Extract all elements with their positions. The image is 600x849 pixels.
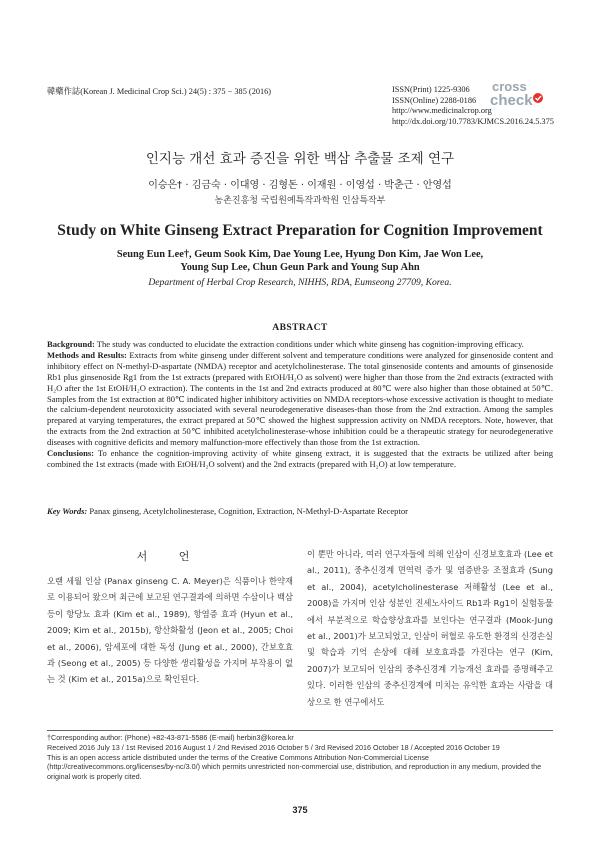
authors-line-2: Young Sup Lee, Chun Geun Park and Young Sup Ahn <box>180 261 420 273</box>
body-column-right: 이 뿐만 아니라, 여러 연구자들에 의해 인삼이 신경보호효과 (Lee et al., 2011), 중추신경계 면역력 증가 및 염증반응 조절효과 (Sung et al., 2004), acetylcholinesterase 저해활성 (Lee et al., 2008)을 가지며 인삼 성분인 진세노사이드 Rb1과 Rg1이 실험동물에서 부분적으로 학습향상효과를 보인다는 연구결과 (Mook-Jung et al., 2001)가 보고되었고, 인삼이 허혈로 유도한 환경의 신경손실 및 학습과 기억 손상에 대해 보호효과를 가진다는 연구 (Kim, 2007)가 보고되어 인삼의 중추신경계 기능개선 효과를 증명해주고 있다. 이러한 인삼의 중추신경계에 미치는 유익한 효과는 사람을 대상으로 한 연구에서도 <box>307 549 553 707</box>
english-title: Study on White Ginseng Extract Preparation for Cognition Improvement <box>57 222 543 239</box>
korean-affiliation: 농촌진흥청 국립원예특작과학원 인삼특작부 <box>214 196 386 206</box>
korean-authors: 이승은† · 김금숙 · 이대영 · 김형돈 · 이재원 · 이영섭 · 박춘근 · 안영섭 <box>148 180 452 191</box>
journal-url[interactable]: http://www.medicinalcrop.org <box>392 106 492 116</box>
issn-online: ISSN(Online) 2288-0186 <box>392 95 477 105</box>
doi-link[interactable]: http://dx.doi.org/10.7783/KJMCS.2016.24.5.375 <box>392 116 554 126</box>
korean-title: 인지능 개선 효과 증진을 위한 백삼 추출물 조제 연구 <box>145 151 455 167</box>
abstract-methods: Methods and Results: Extracts from white ginseng under different solvent and temperature conditions were analyzed for ginsenoside content and inhibitory effect on N-methyl-D-aspartate (NMDA) receptor and acetylcholinesterase. The total ginsenoside contents and amounts of ginsenoside Rb1 plus ginsenoside Rg1 from the 1st extracts (prepared with EtOH/H₂O as solvent) were higher than those from the 2nd extracts (extracted with H₂O after the 1st EtOH/H₂O extraction). The contents in the 1st and 2nd extracts produced at 80℃ were also higher than those obtained at 50℃. Samples from the 1st extraction at 80℃ indicated higher inhibitory activities on NMDA receptors-whose excessive activation is thought to mediate the calcium-dependent neurotoxicity associated with several neurodegenerative diseases-than those from the 2nd extraction. Among the samples prepared at varying temperatures, the extract prepared at 50℃ showed the highest suppression activity on NMDA receptors. Note, however, that the extracts from the 2nd extraction at 50℃ inhibited acetylcholinesterase-whose inhibition could be a therapeutic strategy for neurodegenerative diseases with cognitive deficits and memory malfunction-more effectively than those from the 1st extraction. <box>47 349 553 448</box>
corresponding-author: †Corresponding author: (Phone) +82-43-871-5586 (E-mail) herbin3@korea.kr <box>47 733 294 742</box>
abstract-body <box>47 339 553 470</box>
english-affiliation: Department of Herbal Crop Research, NIHHS, RDA, Eumseong 27709, Korea. <box>148 277 452 288</box>
svg-text:cross: cross <box>492 79 527 94</box>
journal-citation: 韓藥作誌(Korean J. Medicinal Crop Sci.) 24(5) : 375 − 385 (2016) <box>47 87 272 96</box>
page-number: 375 <box>292 805 308 815</box>
crossmark-logo[interactable] <box>486 79 556 109</box>
english-authors <box>90 249 510 274</box>
section-heading-introduction: 서 언 <box>136 550 204 563</box>
key-words: Key Words: Panax ginseng, Acetylcholinesterase, Cognition, Extraction, N-Methyl-D-Aspartate Receptor <box>47 506 408 516</box>
license-text: This is an open access article distributed under the terms of the Creative Commons Attribution Non-Commercial License (http://creativecommons.org/licenses/by-nc/3.0/) which permits unrestricted non-commercial use, distribution, and reproduction in any medium, provided the original work is properly cited. <box>47 752 542 782</box>
footnote-divider <box>47 730 553 731</box>
authors-line-1: Seung Eun Lee†, Geum Sook Kim, Dae Young Lee, Hyung Don Kim, Jae Won Lee, <box>116 249 484 260</box>
abstract-heading: ABSTRACT <box>272 322 328 333</box>
received-dates: Received 2016 July 13 / 1st Revised 2016 August 1 / 2nd Revised 2016 October 5 / 3rd Revised 2016 October 18 / Accepted 2016 October 19 <box>47 742 500 752</box>
abstract-background: Background: The study was conducted to elucidate the extraction conditions under which white ginseng has cognition-improving efficacy. <box>47 339 524 349</box>
issn-print: ISSN(Print) 1225-9306 <box>392 85 470 94</box>
body-column-left: 오랜 세월 인삼 (Panax ginseng C. A. Meyer)은 식품이나 한약재로 이용되어 왔으며 최근에 보고된 연구결과에 의하면 수삼이나 백삼 등이 항당뇨 효과 (Kim et al., 1989), 항염증 효과 (Hyun et al., 2009; Kim et al., 2015b), 항산화활성 (Jeon et al., 2005; Choi et al., 2006), 암세포에 대한 독성 (Jung et al., 2000), 간보호효과 (Seong et al., 2005) 등 다양한 생리활성을 가지며 부작용이 없는 것 (Kim et al., 2015a)으로 확인된다. <box>47 576 293 685</box>
abstract-conclusions: Conclusions: To enhance the cognition-improving activity of white ginseng extract, it is suggested that the extracts be utilized after being combined the 1st extracts (made with EtOH/H₂O solvent) and the 2nd extracts (prepared with H₂O) at low temperature. <box>47 448 553 469</box>
footnote <box>47 733 553 782</box>
svg-text:check: check <box>490 92 533 109</box>
